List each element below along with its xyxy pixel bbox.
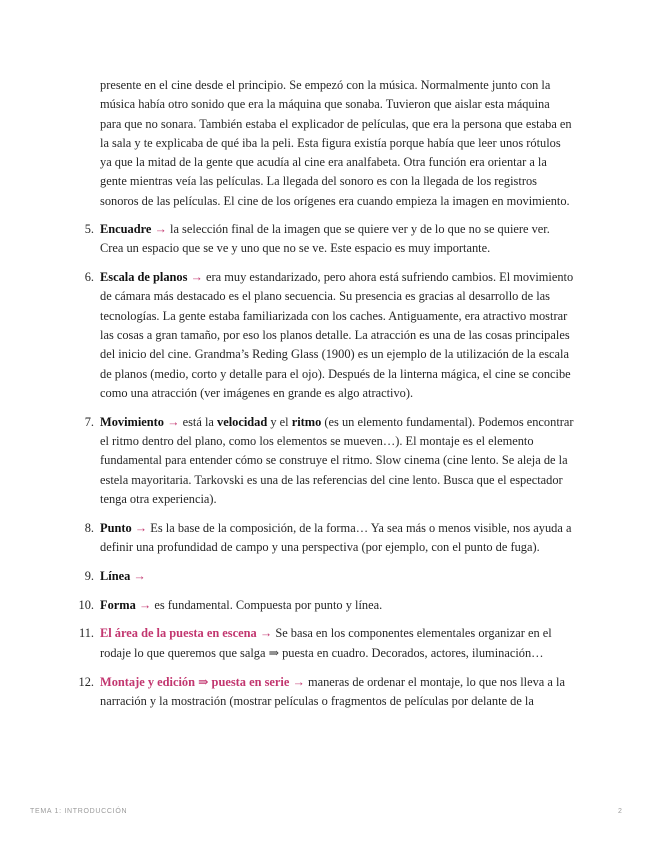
item-number: 9.	[84, 568, 94, 583]
list-item-movimiento	[84, 413, 574, 509]
item-number: 12.	[78, 674, 94, 689]
item-text: Se basa en los componentes elementales organizar en el rodaje lo que queremos que salga ⇒ puesta en cuadro. Decorados, actores, iluminación…	[100, 626, 552, 660]
item-text: era muy estandarizado, pero ahora está sufriendo cambios. El movimiento de cámara más destacado es el plano secuencia. Su presencia es gracias al desarrollo de las tecnologías. La gente estaba familiarizada con los caches. Antiguamente, era atractivo mostrar las cosas a gran tamaño, por eso los planos detalle. La atracción es una de las cosas principales del inicio del cine. Grandma’s Reding Glass (1900) es un ejemplo de la utilización de la escala de planos (medio, corto y detalle para el ojo). Después de la linterna mágica, el cine se concibe como una atracción (ver imágenes en grande es algo atractivo).	[100, 270, 574, 400]
item-text: Es la base de la composición, de la forma… Ya sea más o menos visible, nos ayuda a definir una profundidad de campo y una perspectiva (por ejemplo, con el punto de fuga).	[100, 520, 572, 555]
item-term: Escala de planos	[100, 270, 188, 285]
item-term: Movimiento	[100, 414, 165, 429]
item-number: 11.	[78, 626, 94, 641]
list-item-puesta-en-escena	[78, 624, 574, 663]
item-term: Forma	[100, 597, 136, 612]
arrow: →	[135, 597, 152, 612]
list-item-encuadre	[84, 220, 574, 259]
item-text: maneras de ordenar el montaje, lo que nos lleva a la narración y la mostración (mostrar películas o fragmentos de películas por delante de la	[100, 674, 565, 708]
list-item-escala-de-planos	[84, 268, 574, 403]
item-number: 7.	[84, 414, 94, 429]
arrow: →	[131, 520, 148, 535]
list-item-punto	[84, 519, 574, 558]
footer-chapter-title: TEMA 1: INTRODUCCIÓN	[30, 808, 128, 815]
item-number: 8.	[84, 520, 94, 535]
arrow: →	[289, 674, 305, 689]
arrow: →	[164, 414, 180, 429]
list-item-linea	[84, 567, 574, 586]
arrow: →	[130, 568, 146, 583]
item-text: y el	[267, 414, 292, 429]
item-text: es fundamental. Compuesta por punto y línea.	[151, 597, 383, 612]
item-text: está la	[179, 414, 218, 429]
item-number: 5.	[84, 222, 94, 237]
arrow: →	[151, 222, 167, 237]
page-content	[78, 76, 574, 721]
item-term: El área de la puesta en escena	[100, 626, 257, 641]
list-item-montaje	[78, 673, 574, 712]
item-number: 6.	[84, 270, 94, 285]
page-number: 2	[618, 808, 622, 815]
numbered-list	[78, 220, 574, 711]
arrow: →	[187, 270, 203, 285]
arrow: →	[256, 626, 273, 641]
item-text: la selección final de la imagen que se quiere ver y de lo que no se quiere ver. Crea un espacio que se ve y uno que no se ve. Este espacio es muy importante.	[100, 222, 550, 256]
intro-paragraph: presente en el cine desde el principio. Se empezó con la música. Normalmente junto con la música había otro sonido que era la máquina que sonaba. Tuvieron que aislar esta máquina para que no sonara. También estaba el explicador de películas, que era la persona que estaba en la sala y te explicaba de qué iba la peli. Esta figura existía porque había que leer unos rótulos ya que la mitad de la gente que acudía al cine era analfabeta. Otra función era orientar a la gente mientras veía las películas. La llegada del sonoro es con la llegada de los registros sonoros de las películas. El cine de los orígenes era cuando empieza la imagen en movimiento.	[100, 78, 572, 208]
keyword-velocidad: velocidad	[217, 414, 268, 429]
item-term: Montaje y edición ⇒ puesta en serie	[100, 674, 290, 689]
keyword-ritmo: ritmo	[291, 414, 322, 429]
item-term: Punto	[100, 520, 132, 535]
item-term: Línea	[100, 568, 131, 583]
item-term: Encuadre	[100, 222, 152, 237]
item-text: (es un elemento fundamental). Podemos encontrar el ritmo dentro del plano, como los elementos se mueven…). El montaje es el elemento fundamental para entender cómo se construye el ritmo. Slow cinema (cine lento. Se aleja de la estela mayoritaria. Tarkovski es una de las referencias del cine lento. Busca que el espectador tenga otra experiencia).	[100, 414, 574, 506]
item-number: 10.	[78, 597, 94, 612]
list-item-forma	[78, 596, 574, 615]
